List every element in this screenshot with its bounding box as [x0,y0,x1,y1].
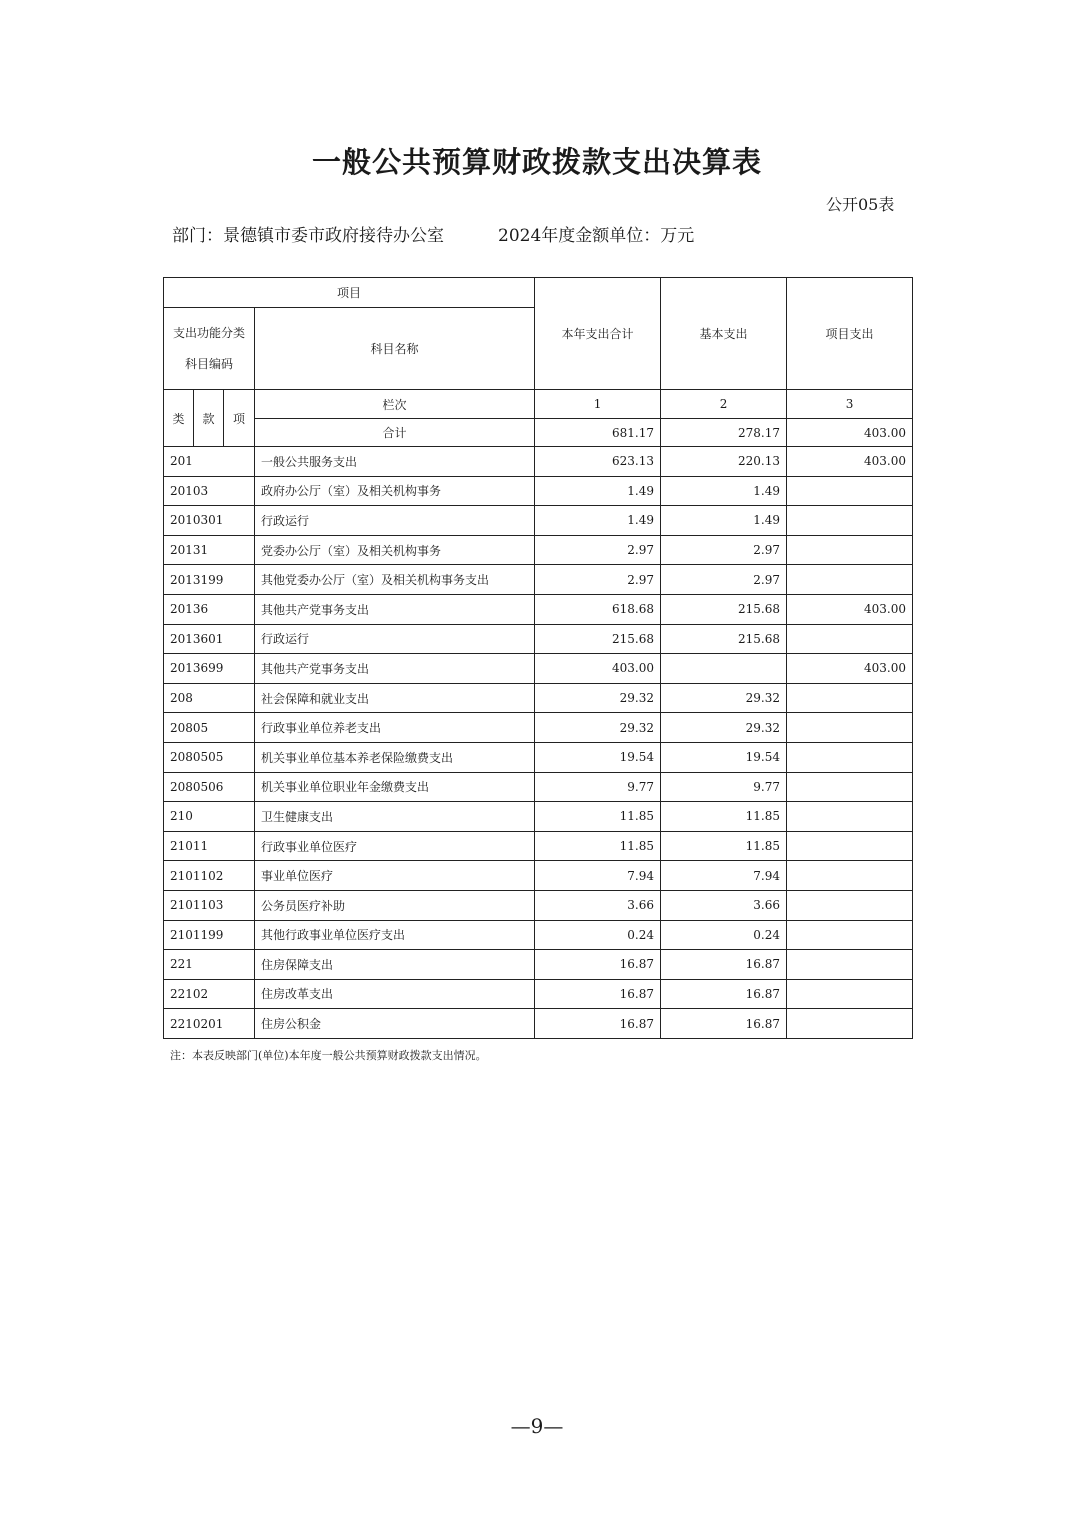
row-code: 2013699 [164,654,255,684]
row-subject-name: 其他共产党事务支出 [255,594,535,624]
row-code: 201 [164,447,255,477]
row-basic: 9.77 [661,772,787,802]
row-basic: 215.68 [661,624,787,654]
row-code: 2080506 [164,772,255,802]
row-basic: 16.87 [661,1009,787,1039]
table-row [164,802,913,832]
row-subject-name: 一般公共服务支出 [255,447,535,477]
table-row [164,950,913,980]
row-subject-name: 其他行政事业单位医疗支出 [255,920,535,950]
row-project [787,831,913,861]
table-row [164,890,913,920]
row-basic: 11.85 [661,831,787,861]
header-kuan: 款 [194,390,224,447]
row-basic: 16.87 [661,979,787,1009]
row-total: 215.68 [535,624,661,654]
row-total: 0.24 [535,920,661,950]
row-total: 2.97 [535,535,661,565]
row-total: 29.32 [535,683,661,713]
header-lei: 类 [164,390,194,447]
row-code: 2210201 [164,1009,255,1039]
row-basic: 2.97 [661,535,787,565]
row-basic: 19.54 [661,742,787,772]
row-code: 2010301 [164,506,255,536]
row-project: 403.00 [787,654,913,684]
table-row [164,654,913,684]
row-subject-name: 行政运行 [255,506,535,536]
row-subject-name: 公务员医疗补助 [255,890,535,920]
header-lanci: 栏次 [255,390,535,419]
row-basic: 220.13 [661,447,787,477]
row-project [787,979,913,1009]
header-func-code-line2: 科目编码 [184,356,233,371]
row-subject-name: 机关事业单位基本养老保险缴费支出 [255,742,535,772]
row-subject-name: 事业单位医疗 [255,861,535,891]
row-basic: 2.97 [661,565,787,595]
row-total: 19.54 [535,742,661,772]
row-total: 11.85 [535,802,661,832]
sum-total: 681.17 [535,419,661,447]
table-row [164,831,913,861]
table-row [164,447,913,477]
row-subject-name: 其他党委办公厅（室）及相关机构事务支出 [255,565,535,595]
table-row [164,920,913,950]
row-basic: 215.68 [661,594,787,624]
header-project: 项目 [164,278,535,308]
row-subject-name: 行政运行 [255,624,535,654]
table-row [164,535,913,565]
row-subject-name: 行政事业单位养老支出 [255,713,535,743]
header-col-total: 本年支出合计 [535,278,661,390]
table-row [164,624,913,654]
row-basic: 1.49 [661,506,787,536]
row-basic: 1.49 [661,476,787,506]
row-total: 7.94 [535,861,661,891]
table-row [164,565,913,595]
table-row [164,594,913,624]
header-xiang: 项 [224,390,255,447]
row-code: 2080505 [164,742,255,772]
row-project [787,683,913,713]
row-basic: 16.87 [661,950,787,980]
row-project [787,565,913,595]
row-code: 20805 [164,713,255,743]
row-code: 20136 [164,594,255,624]
footnote: 注：本表反映部门(单位)本年度一般公共预算财政拨款支出情况。 [170,1049,487,1062]
row-total: 16.87 [535,1009,661,1039]
row-total: 9.77 [535,772,661,802]
header-lanci-2: 2 [661,390,787,419]
row-project [787,742,913,772]
row-project [787,802,913,832]
row-project [787,1009,913,1039]
row-project [787,861,913,891]
table-row [164,476,913,506]
header-subject-name: 科目名称 [255,308,535,390]
row-code: 208 [164,683,255,713]
row-total: 3.66 [535,890,661,920]
row-code: 2013199 [164,565,255,595]
page-title: 一般公共预算财政拨款支出决算表 [311,145,762,179]
row-basic: 3.66 [661,890,787,920]
table-row [164,683,913,713]
row-subject-name: 其他共产党事务支出 [255,654,535,684]
row-total: 2.97 [535,565,661,595]
department-label: 部门：景德镇市委市政府接待办公室 [172,226,444,246]
row-project: 403.00 [787,447,913,477]
header-col-basic: 基本支出 [661,278,787,390]
row-subject-name: 政府办公厅（室）及相关机构事务 [255,476,535,506]
row-total: 1.49 [535,506,661,536]
header-col-project: 项目支出 [787,278,913,390]
header-lanci-1: 1 [535,390,661,419]
row-total: 623.13 [535,447,661,477]
page-number: —9— [510,1414,564,1438]
row-basic: 0.24 [661,920,787,950]
year-unit-label: 2024年度金额单位：万元 [498,226,695,246]
row-project [787,890,913,920]
row-project [787,950,913,980]
header-lanci-3: 3 [787,390,913,419]
row-total: 1.49 [535,476,661,506]
header-row-project [164,278,913,308]
row-basic: 7.94 [661,861,787,891]
row-code: 210 [164,802,255,832]
row-code: 20103 [164,476,255,506]
row-code: 2013601 [164,624,255,654]
row-code: 22102 [164,979,255,1009]
row-code: 2101199 [164,920,255,950]
table-row [164,713,913,743]
row-subject-name: 行政事业单位医疗 [255,831,535,861]
header-func-code [164,308,255,390]
table-row [164,861,913,891]
row-project [787,624,913,654]
form-code: 公开05表 [826,195,895,214]
row-basic: 11.85 [661,802,787,832]
row-code: 2101102 [164,861,255,891]
table-row [164,506,913,536]
row-subject-name: 社会保障和就业支出 [255,683,535,713]
row-project [787,920,913,950]
row-code: 20131 [164,535,255,565]
row-subject-name: 党委办公厅（室）及相关机构事务 [255,535,535,565]
row-total: 29.32 [535,713,661,743]
row-code: 21011 [164,831,255,861]
row-project: 403.00 [787,594,913,624]
row-subject-name: 卫生健康支出 [255,802,535,832]
row-project [787,476,913,506]
budget-table [163,277,913,1039]
row-basic: 29.32 [661,683,787,713]
row-code: 221 [164,950,255,980]
sum-project: 403.00 [787,419,913,447]
row-subject-name: 住房保障支出 [255,950,535,980]
row-total: 618.68 [535,594,661,624]
table-row [164,1009,913,1039]
row-subject-name: 住房公积金 [255,1009,535,1039]
table-row [164,979,913,1009]
table-row [164,772,913,802]
sum-basic: 278.17 [661,419,787,447]
sum-label: 合计 [255,419,535,447]
row-total: 11.85 [535,831,661,861]
table-row [164,742,913,772]
row-total: 403.00 [535,654,661,684]
row-project [787,506,913,536]
row-subject-name: 机关事业单位职业年金缴费支出 [255,772,535,802]
row-total: 16.87 [535,950,661,980]
row-subject-name: 住房改革支出 [255,979,535,1009]
row-project [787,535,913,565]
header-func-code-line1: 支出功能分类 [172,325,245,340]
sum-row [164,419,913,447]
row-total: 16.87 [535,979,661,1009]
header-row-lanci [164,390,913,419]
row-basic: 29.32 [661,713,787,743]
row-project [787,713,913,743]
row-project [787,772,913,802]
row-code: 2101103 [164,890,255,920]
row-basic [661,654,787,684]
